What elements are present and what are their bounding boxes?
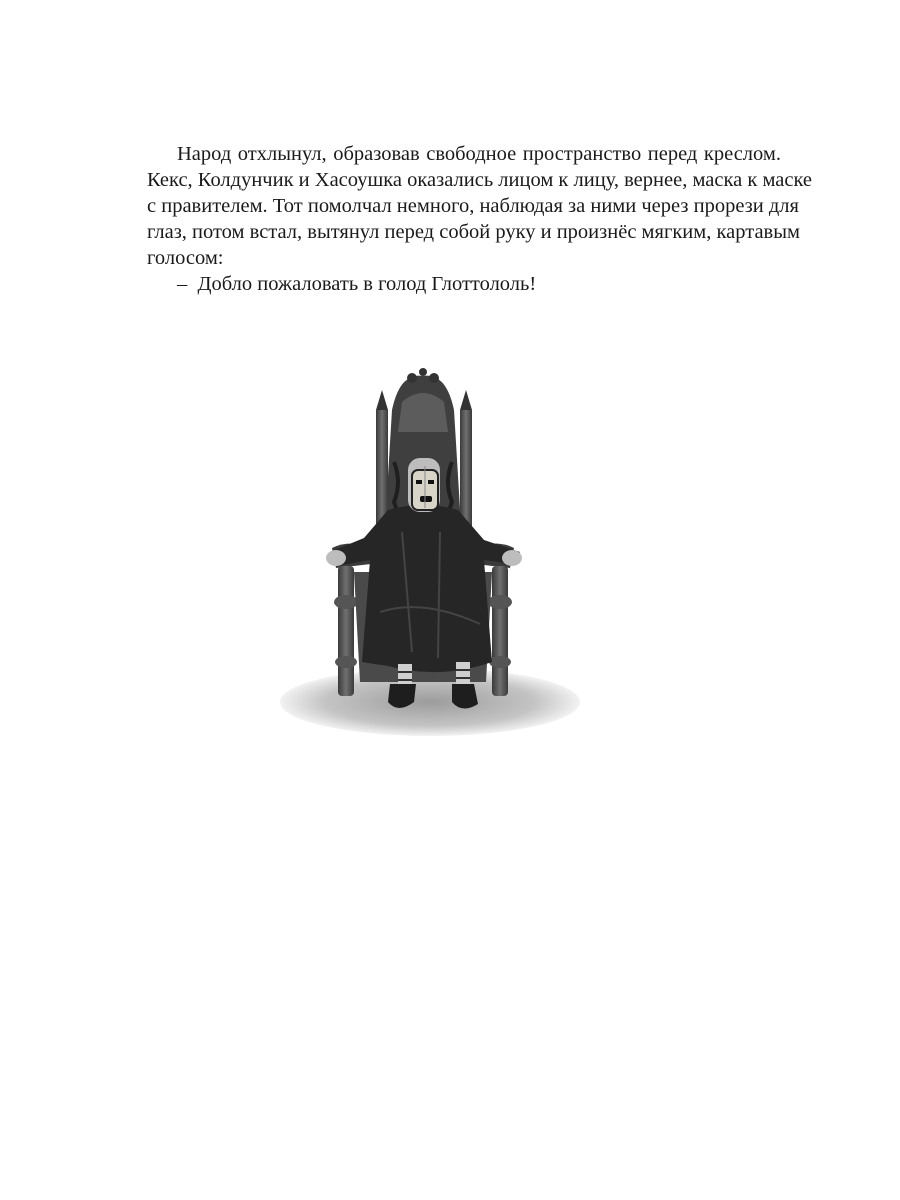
front-right-leg [492,566,508,696]
throne-figure-illustration [140,362,630,754]
dialogue-line [147,271,781,297]
paragraph-line-3: с правителем. Тот помолчал немного, наблюдая за ними через прорези для [147,195,799,217]
front-left-leg [338,566,354,696]
dialogue-text: Добло пожаловать в голод Глоттололь! [197,273,537,295]
story-text [147,141,813,297]
dialogue-dash: – [177,273,188,295]
paragraph-line-1: Народ отхлынул, образовав свободное пространство перед креслом. [177,143,781,165]
paragraph-line-4: глаз, потом встал, вытянул перед собой руку и произнёс мягким, картавым [147,221,800,243]
right-shoe [452,684,478,709]
paragraph-line-5: голосом: [147,247,224,269]
illustration-svg [140,362,630,754]
paragraph-line-2: Кекс, Колдунчик и Хасоушка оказались лицом к лицу, вернее, маска к маске [147,169,813,191]
